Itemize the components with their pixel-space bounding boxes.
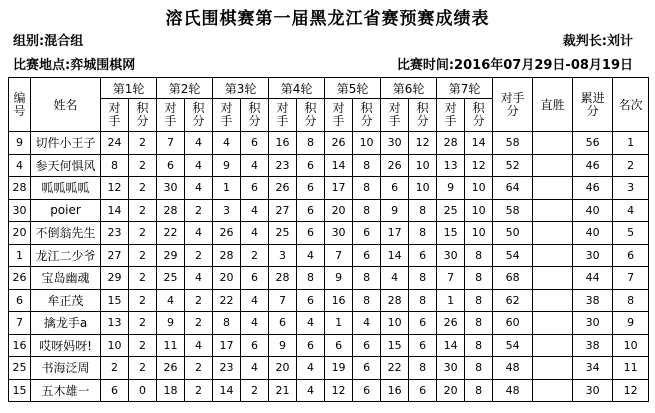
- cell-rank: 1: [613, 132, 649, 155]
- cell-opp-r5: 14: [325, 154, 353, 177]
- header-opp-r7: 对 手: [437, 99, 465, 132]
- cell-opp-r4: 16: [269, 132, 297, 155]
- cell-opp-r5: 26: [325, 132, 353, 155]
- cell-opp-r4: 27: [269, 199, 297, 222]
- cell-opp-r2: 28: [157, 199, 185, 222]
- cell-num: 30: [9, 199, 31, 222]
- cell-pts-r3: 6: [241, 334, 269, 357]
- cell-num: 26: [9, 267, 31, 290]
- page-title: 溶氏围棋赛第一届黑龙江省赛预赛成绩表: [165, 9, 490, 29]
- cell-cum: 38: [573, 289, 613, 312]
- cell-opp-r6: 15: [381, 334, 409, 357]
- cell-pts-r7: 14: [465, 132, 493, 155]
- cell-name: poier: [31, 199, 101, 222]
- results-table: [8, 77, 649, 402]
- cell-opp-r3: 9: [213, 154, 241, 177]
- cell-pts-r3: 4: [241, 357, 269, 380]
- group-label: 组别:混合组: [13, 34, 84, 49]
- cell-pts-r4: 6: [297, 199, 325, 222]
- cell-rank: 7: [613, 267, 649, 290]
- header-name: 姓名: [31, 78, 101, 132]
- cell-cum: 40: [573, 222, 613, 245]
- cell-pts-r2: 2: [185, 379, 213, 402]
- cell-pts-r4: 8: [297, 267, 325, 290]
- header-round-4: 第4轮: [269, 78, 325, 99]
- cell-pts-r3: 2: [241, 244, 269, 267]
- referee-label: 裁判长:刘计: [562, 34, 633, 49]
- cell-pts-r1: 2: [129, 154, 157, 177]
- cell-pts-r2: 4: [185, 222, 213, 245]
- time-label: 比赛时间:2016年07月29日-08月19日: [396, 58, 633, 73]
- cell-direct: [533, 154, 573, 177]
- cell-rank: 6: [613, 244, 649, 267]
- cell-opp-r2: 7: [157, 132, 185, 155]
- cell-pts-r3: 6: [241, 177, 269, 200]
- table-row: [9, 357, 649, 380]
- cell-pts-r3: 6: [241, 267, 269, 290]
- cell-opp-r2: 18: [157, 379, 185, 402]
- cell-opp-r7: 14: [437, 334, 465, 357]
- table-row: [9, 177, 649, 200]
- cell-pts-r4: 6: [297, 154, 325, 177]
- header-opp-r3: 对 手: [213, 99, 241, 132]
- cell-pts-r6: 10: [409, 177, 437, 200]
- cell-pts-r4: 6: [297, 222, 325, 245]
- cell-direct: [533, 132, 573, 155]
- header-round-2: 第2轮: [157, 78, 213, 99]
- cell-opp-r3: 22: [213, 289, 241, 312]
- cell-pts-r6: 8: [409, 289, 437, 312]
- cell-opp-r6: 16: [381, 379, 409, 402]
- cell-pts-r2: 4: [185, 177, 213, 200]
- cell-num: 9: [9, 132, 31, 155]
- cell-opp-r1: 27: [101, 244, 129, 267]
- cell-opp-r3: 1: [213, 177, 241, 200]
- cell-pts-r2: 4: [185, 132, 213, 155]
- cell-pts-r7: 10: [465, 222, 493, 245]
- cell-opp-r7: 7: [437, 267, 465, 290]
- cell-name: 参天何惧风: [31, 154, 101, 177]
- cell-opp-r5: 12: [325, 379, 353, 402]
- table-row: [9, 312, 649, 335]
- cell-opp-r3: 4: [213, 132, 241, 155]
- cell-direct: [533, 244, 573, 267]
- cell-pts-r7: 12: [465, 154, 493, 177]
- cell-num: 15: [9, 379, 31, 402]
- cell-name: 宝岛幽魂: [31, 267, 101, 290]
- header-pts-r2: 积 分: [185, 99, 213, 132]
- header-round-5: 第5轮: [325, 78, 381, 99]
- cell-opp-r3: 26: [213, 222, 241, 245]
- cell-pts-r6: 6: [409, 312, 437, 335]
- cell-pts-r6: 6: [409, 244, 437, 267]
- cell-pts-r4: 4: [297, 357, 325, 380]
- cell-pts-r7: 8: [465, 357, 493, 380]
- cell-opp-r1: 12: [101, 177, 129, 200]
- cell-opp-score: 62: [493, 289, 533, 312]
- cell-direct: [533, 177, 573, 200]
- cell-opp-r6: 6: [381, 177, 409, 200]
- cell-pts-r1: 2: [129, 244, 157, 267]
- cell-rank: 11: [613, 357, 649, 380]
- cell-opp-r3: 23: [213, 357, 241, 380]
- cell-opp-r1: 23: [101, 222, 129, 245]
- cell-opp-r7: 26: [437, 312, 465, 335]
- header-round-7: 第7轮: [437, 78, 493, 99]
- header-num: 编 号: [9, 78, 31, 132]
- cell-pts-r3: 4: [241, 222, 269, 245]
- cell-opp-r3: 3: [213, 199, 241, 222]
- cell-pts-r3: 4: [241, 154, 269, 177]
- table-row: [9, 289, 649, 312]
- cell-opp-r2: 9: [157, 312, 185, 335]
- cell-pts-r6: 10: [409, 154, 437, 177]
- cell-pts-r5: 8: [353, 289, 381, 312]
- cell-opp-score: 48: [493, 379, 533, 402]
- cell-pts-r4: 6: [297, 334, 325, 357]
- cell-opp-r6: 28: [381, 289, 409, 312]
- cell-rank: 9: [613, 312, 649, 335]
- cell-opp-r2: 11: [157, 334, 185, 357]
- cell-num: 6: [9, 289, 31, 312]
- header-rank: 名次: [613, 78, 649, 132]
- venue-label: 比赛地点:弈城围棋网: [13, 58, 136, 73]
- cell-opp-r3: 17: [213, 334, 241, 357]
- cell-num: 20: [9, 222, 31, 245]
- cell-pts-r5: 6: [353, 222, 381, 245]
- cell-pts-r3: 4: [241, 199, 269, 222]
- cell-opp-score: 52: [493, 154, 533, 177]
- cell-num: 25: [9, 357, 31, 380]
- header-opp-r4: 对 手: [269, 99, 297, 132]
- cell-pts-r5: 10: [353, 132, 381, 155]
- cell-pts-r7: 8: [465, 289, 493, 312]
- cell-cum: 30: [573, 379, 613, 402]
- cell-pts-r1: 2: [129, 132, 157, 155]
- cell-pts-r3: 4: [241, 289, 269, 312]
- cell-opp-r2: 25: [157, 267, 185, 290]
- cell-pts-r4: 6: [297, 289, 325, 312]
- cell-opp-r4: 23: [269, 154, 297, 177]
- cell-rank: 3: [613, 177, 649, 200]
- cell-pts-r1: 2: [129, 222, 157, 245]
- cell-cum: 40: [573, 199, 613, 222]
- cell-opp-score: 50: [493, 222, 533, 245]
- cell-pts-r5: 6: [353, 244, 381, 267]
- cell-name: 龙江二少爷: [31, 244, 101, 267]
- cell-opp-score: 58: [493, 132, 533, 155]
- cell-opp-r1: 14: [101, 199, 129, 222]
- cell-opp-r6: 10: [381, 312, 409, 335]
- cell-pts-r4: 8: [297, 132, 325, 155]
- cell-opp-r1: 8: [101, 154, 129, 177]
- cell-opp-r7: 15: [437, 222, 465, 245]
- cell-opp-r7: 20: [437, 379, 465, 402]
- cell-opp-r6: 9: [381, 199, 409, 222]
- table-row: [9, 132, 649, 155]
- header-pts-r5: 积 分: [353, 99, 381, 132]
- cell-pts-r7: 10: [465, 177, 493, 200]
- cell-opp-r4: 6: [269, 312, 297, 335]
- header-row-rounds: [9, 78, 649, 99]
- header-round-6: 第6轮: [381, 78, 437, 99]
- cell-pts-r3: 4: [241, 312, 269, 335]
- cell-pts-r6: 8: [409, 267, 437, 290]
- cell-name: 切件小王子: [31, 132, 101, 155]
- cell-opp-score: 64: [493, 177, 533, 200]
- cell-opp-r5: 1: [325, 312, 353, 335]
- cell-opp-r5: 30: [325, 222, 353, 245]
- cell-opp-r1: 10: [101, 334, 129, 357]
- cell-opp-r4: 3: [269, 244, 297, 267]
- cell-rank: 4: [613, 199, 649, 222]
- cell-pts-r1: 2: [129, 357, 157, 380]
- cell-pts-r1: 2: [129, 334, 157, 357]
- cell-opp-r3: 14: [213, 379, 241, 402]
- cell-opp-r7: 25: [437, 199, 465, 222]
- cell-opp-r1: 6: [101, 379, 129, 402]
- table-row: [9, 199, 649, 222]
- cell-pts-r2: 2: [185, 312, 213, 335]
- cell-pts-r2: 4: [185, 334, 213, 357]
- cell-num: 1: [9, 244, 31, 267]
- cell-name: 不倒翁先生: [31, 222, 101, 245]
- cell-opp-r7: 28: [437, 132, 465, 155]
- cell-opp-r1: 2: [101, 357, 129, 380]
- cell-pts-r5: 6: [353, 379, 381, 402]
- cell-pts-r7: 8: [465, 267, 493, 290]
- cell-opp-r1: 29: [101, 267, 129, 290]
- cell-opp-r6: 14: [381, 244, 409, 267]
- cell-direct: [533, 222, 573, 245]
- header-opp-r1: 对 手: [101, 99, 129, 132]
- table-row: [9, 222, 649, 245]
- cell-pts-r5: 6: [353, 334, 381, 357]
- cell-pts-r6: 8: [409, 199, 437, 222]
- cell-pts-r4: 4: [297, 312, 325, 335]
- cell-opp-score: 54: [493, 334, 533, 357]
- cell-pts-r7: 8: [465, 312, 493, 335]
- header-pts-r4: 积 分: [297, 99, 325, 132]
- cell-opp-r5: 7: [325, 244, 353, 267]
- cell-pts-r1: 2: [129, 199, 157, 222]
- cell-opp-r2: 4: [157, 289, 185, 312]
- cell-pts-r3: 6: [241, 132, 269, 155]
- cell-pts-r5: 6: [353, 357, 381, 380]
- cell-opp-r6: 30: [381, 132, 409, 155]
- cell-opp-r2: 26: [157, 357, 185, 380]
- cell-pts-r5: 8: [353, 267, 381, 290]
- cell-pts-r6: 8: [409, 222, 437, 245]
- table-row: [9, 267, 649, 290]
- header-opp-r6: 对 手: [381, 99, 409, 132]
- cell-pts-r7: 8: [465, 334, 493, 357]
- header-round-3: 第3轮: [213, 78, 269, 99]
- cell-opp-r5: 20: [325, 199, 353, 222]
- cell-pts-r4: 4: [297, 244, 325, 267]
- table-row: [9, 379, 649, 402]
- header-opp-r5: 对 手: [325, 99, 353, 132]
- cell-opp-r6: 4: [381, 267, 409, 290]
- cell-opp-r7: 9: [437, 177, 465, 200]
- cell-pts-r1: 2: [129, 312, 157, 335]
- cell-pts-r7: 10: [465, 199, 493, 222]
- cell-pts-r7: 8: [465, 244, 493, 267]
- cell-opp-r5: 19: [325, 357, 353, 380]
- cell-opp-r7: 13: [437, 154, 465, 177]
- cell-direct: [533, 334, 573, 357]
- cell-pts-r2: 4: [185, 267, 213, 290]
- cell-pts-r1: 2: [129, 289, 157, 312]
- cell-direct: [533, 379, 573, 402]
- header-cum: 累进 分: [573, 78, 613, 132]
- table-row: [9, 334, 649, 357]
- cell-opp-r2: 29: [157, 244, 185, 267]
- cell-opp-r7: 30: [437, 244, 465, 267]
- cell-pts-r3: 2: [241, 379, 269, 402]
- cell-cum: 56: [573, 132, 613, 155]
- cell-pts-r5: 4: [353, 312, 381, 335]
- cell-opp-r3: 8: [213, 312, 241, 335]
- cell-opp-r5: 9: [325, 267, 353, 290]
- cell-opp-r4: 7: [269, 289, 297, 312]
- cell-cum: 46: [573, 154, 613, 177]
- cell-name: 五木雄一: [31, 379, 101, 402]
- cell-rank: 8: [613, 289, 649, 312]
- cell-cum: 46: [573, 177, 613, 200]
- cell-opp-r6: 26: [381, 154, 409, 177]
- cell-opp-r4: 28: [269, 267, 297, 290]
- header-opp-r2: 对 手: [157, 99, 185, 132]
- cell-opp-score: 54: [493, 244, 533, 267]
- cell-pts-r5: 8: [353, 154, 381, 177]
- cell-opp-r2: 6: [157, 154, 185, 177]
- cell-pts-r5: 8: [353, 177, 381, 200]
- cell-name: 呱呱呱呱: [31, 177, 101, 200]
- cell-opp-r1: 15: [101, 289, 129, 312]
- cell-name: 擒龙手a: [31, 312, 101, 335]
- cell-opp-r7: 1: [437, 289, 465, 312]
- cell-opp-r6: 17: [381, 222, 409, 245]
- cell-pts-r1: 2: [129, 177, 157, 200]
- cell-cum: 30: [573, 312, 613, 335]
- cell-direct: [533, 312, 573, 335]
- cell-pts-r5: 8: [353, 199, 381, 222]
- cell-pts-r6: 12: [409, 132, 437, 155]
- cell-pts-r1: 2: [129, 267, 157, 290]
- cell-opp-r5: 16: [325, 289, 353, 312]
- cell-pts-r2: 2: [185, 289, 213, 312]
- cell-pts-r2: 2: [185, 199, 213, 222]
- cell-opp-score: 68: [493, 267, 533, 290]
- cell-cum: 44: [573, 267, 613, 290]
- header-pts-r7: 积 分: [465, 99, 493, 132]
- header-round-1: 第1轮: [101, 78, 157, 99]
- header-direct: 直胜: [533, 78, 573, 132]
- cell-pts-r7: 8: [465, 379, 493, 402]
- cell-rank: 10: [613, 334, 649, 357]
- cell-opp-r5: 6: [325, 334, 353, 357]
- cell-name: 书海泛周: [31, 357, 101, 380]
- table-row: [9, 244, 649, 267]
- cell-direct: [533, 289, 573, 312]
- cell-direct: [533, 267, 573, 290]
- cell-pts-r6: 6: [409, 379, 437, 402]
- cell-opp-r4: 26: [269, 177, 297, 200]
- cell-rank: 5: [613, 222, 649, 245]
- cell-opp-r2: 30: [157, 177, 185, 200]
- cell-name: 哎呀妈呀!: [31, 334, 101, 357]
- cell-cum: 30: [573, 244, 613, 267]
- cell-num: 16: [9, 334, 31, 357]
- cell-pts-r4: 6: [297, 177, 325, 200]
- cell-num: 7: [9, 312, 31, 335]
- cell-pts-r4: 4: [297, 379, 325, 402]
- cell-cum: 34: [573, 357, 613, 380]
- cell-opp-r4: 25: [269, 222, 297, 245]
- cell-rank: 12: [613, 379, 649, 402]
- cell-pts-r6: 6: [409, 334, 437, 357]
- header-pts-r3: 积 分: [241, 99, 269, 132]
- header-pts-r6: 积 分: [409, 99, 437, 132]
- cell-pts-r2: 2: [185, 357, 213, 380]
- header-opp-score: 对手 分: [493, 78, 533, 132]
- header-pts-r1: 积 分: [129, 99, 157, 132]
- cell-name: 牟正茂: [31, 289, 101, 312]
- cell-rank: 2: [613, 154, 649, 177]
- cell-opp-score: 48: [493, 357, 533, 380]
- cell-opp-r3: 20: [213, 267, 241, 290]
- cell-opp-r4: 20: [269, 357, 297, 380]
- cell-opp-r1: 13: [101, 312, 129, 335]
- cell-opp-r3: 28: [213, 244, 241, 267]
- cell-pts-r2: 4: [185, 154, 213, 177]
- cell-opp-r2: 22: [157, 222, 185, 245]
- cell-direct: [533, 357, 573, 380]
- cell-cum: 38: [573, 334, 613, 357]
- cell-num: 28: [9, 177, 31, 200]
- cell-num: 4: [9, 154, 31, 177]
- cell-direct: [533, 199, 573, 222]
- cell-opp-r1: 24: [101, 132, 129, 155]
- table-row: [9, 154, 649, 177]
- cell-opp-r4: 9: [269, 334, 297, 357]
- cell-pts-r1: 0: [129, 379, 157, 402]
- cell-opp-r7: 30: [437, 357, 465, 380]
- cell-opp-r5: 17: [325, 177, 353, 200]
- cell-pts-r2: 2: [185, 244, 213, 267]
- cell-opp-r4: 21: [269, 379, 297, 402]
- cell-pts-r6: 8: [409, 357, 437, 380]
- cell-opp-score: 60: [493, 312, 533, 335]
- cell-opp-r6: 22: [381, 357, 409, 380]
- cell-opp-score: 58: [493, 199, 533, 222]
